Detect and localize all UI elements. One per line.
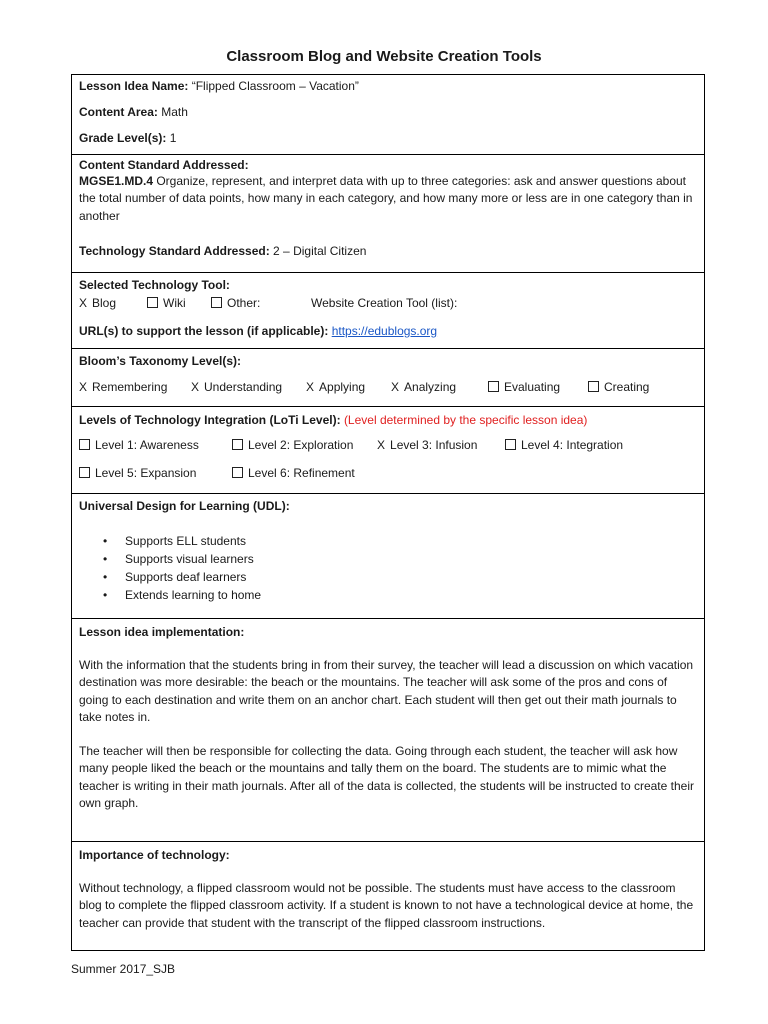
checkbox-empty-icon: [488, 381, 499, 392]
implementation-section: [72, 618, 704, 841]
checkbox-empty-icon: [588, 381, 599, 392]
content-area-value: Math: [161, 105, 188, 119]
grade-level-value: 1: [169, 131, 177, 145]
importance-section: [72, 841, 704, 950]
implementation-paragraph-1: With the information that the students bring in from their survey, the teacher will lead a discussion on which vacation destination was more desirable: the beach or the mountains. The teacher will ask some of the pros and cons of going to each destination and write them on an anchor chart. Each student will then get out their math journals to take notes in.: [79, 658, 694, 724]
checkbox-empty-icon: [232, 467, 243, 478]
checkbox-empty-icon: [505, 439, 516, 450]
checkbox-empty-icon: [232, 439, 243, 450]
blooms-analyzing[interactable]: X Analyzing: [391, 380, 457, 394]
option-blog[interactable]: X Blog: [79, 296, 117, 310]
blooms-creating[interactable]: Creating: [588, 379, 649, 395]
loti-level-3[interactable]: X Level 3: Infusion: [377, 438, 478, 452]
udl-section: [72, 493, 704, 618]
importance-text: Without technology, a flipped classroom would not be possible. The students must have access to the classroom blog to complete the flipped classroom activity. If a student is known to not have a technological device at home, the teacher can provide that student with the transcript of the flipped classroom instructions.: [79, 881, 694, 930]
lesson-name-value: “Flipped Classroom – Vacation”: [191, 79, 359, 93]
loti-level-4[interactable]: Level 4: Integration: [505, 437, 623, 453]
loti-label: Levels of Technology Integration (LoTi Level):: [79, 413, 341, 427]
tech-standard-value: 2 – Digital Citizen: [273, 243, 367, 258]
check-x-icon: X: [79, 296, 88, 310]
check-x-icon: X: [391, 380, 400, 394]
loti-level-6[interactable]: Level 6: Refinement: [232, 465, 355, 481]
standard-code: MGSE1.MD.4: [79, 174, 154, 188]
implementation-paragraph-2: The teacher will then be responsible for collecting the data. Going through each student, the teacher will ask how many people liked the beach or the mountains and tally them on the board. The students are to mimic what the teacher is writing in their math journals. After all of the data is collected, the students will be instructed to create their own graph.: [79, 744, 694, 811]
checkbox-empty-icon: [147, 297, 158, 308]
tech-standard-row: [79, 243, 697, 259]
importance-label: Importance of technology:: [79, 848, 230, 862]
blooms-label: Bloom’s Taxonomy Level(s):: [79, 354, 242, 368]
loti-section: [72, 406, 704, 493]
lesson-name-label: Lesson Idea Name:: [79, 79, 189, 93]
grade-level-label: Grade Level(s):: [79, 131, 167, 145]
tech-tool-label: Selected Technology Tool:: [79, 278, 230, 292]
loti-label-row: [79, 412, 697, 428]
url-label: URL(s) to support the lesson (if applicable):: [79, 324, 329, 338]
loti-level-5[interactable]: Level 5: Expansion: [79, 465, 196, 481]
content-standard-label: Content Standard Addressed:: [79, 158, 249, 172]
blooms-levels: [79, 379, 697, 397]
list-item: • Supports deaf learners: [79, 568, 697, 586]
page-title: Classroom Blog and Website Creation Tools: [226, 48, 542, 65]
checkbox-empty-icon: [79, 467, 90, 478]
checkbox-empty-icon: [79, 439, 90, 450]
blooms-applying[interactable]: X Applying: [306, 380, 366, 394]
blooms-understanding[interactable]: X Understanding: [191, 380, 283, 394]
standards-section: [72, 154, 704, 272]
check-x-icon: X: [191, 380, 200, 394]
tech-tool-options: [79, 295, 697, 313]
content-standard-text: [79, 173, 697, 225]
blooms-remembering[interactable]: X Remembering: [79, 380, 168, 394]
lesson-info-section: [72, 75, 704, 154]
content-area-row: [79, 104, 697, 120]
udl-label: Universal Design for Learning (UDL):: [79, 499, 290, 513]
loti-note: (Level determined by the specific lesson idea): [343, 413, 588, 427]
checkbox-empty-icon: [211, 297, 222, 308]
url-link[interactable]: https://edublogs.org: [331, 324, 438, 338]
blooms-section: [72, 348, 704, 406]
loti-levels-row-2: [79, 465, 697, 483]
standard-description: Organize, represent, and interpret data with up to three categories: ask and answer questions about the total number of data points, how many in each category, and how many more or less are in one category than in another: [79, 174, 693, 223]
website-creation-tool-label: Website Creation Tool (list):: [311, 296, 458, 310]
udl-list: [79, 532, 697, 604]
lesson-plan-table: [71, 74, 705, 951]
implementation-label: Lesson idea implementation:: [79, 625, 245, 639]
tech-tool-section: [72, 272, 704, 348]
grade-level-row: [79, 130, 697, 146]
check-x-icon: X: [377, 438, 386, 452]
loti-levels-row-1: [79, 437, 697, 455]
url-row: [79, 323, 697, 339]
loti-level-2[interactable]: Level 2: Exploration: [232, 437, 353, 453]
lesson-name-row: [79, 78, 697, 94]
list-item: • Extends learning to home: [79, 586, 697, 604]
list-item: • Supports visual learners: [79, 550, 697, 568]
option-wiki[interactable]: Wiki: [147, 295, 186, 311]
content-area-label: Content Area:: [79, 105, 158, 119]
list-item: • Supports ELL students: [79, 532, 697, 550]
footer-text: Summer 2017_SJB: [71, 962, 176, 976]
check-x-icon: X: [306, 380, 315, 394]
tech-standard-label: Technology Standard Addressed:: [79, 243, 270, 258]
option-other[interactable]: Other:: [211, 295, 260, 311]
blooms-evaluating[interactable]: Evaluating: [488, 379, 560, 395]
check-x-icon: X: [79, 380, 88, 394]
loti-level-1[interactable]: Level 1: Awareness: [79, 437, 199, 453]
